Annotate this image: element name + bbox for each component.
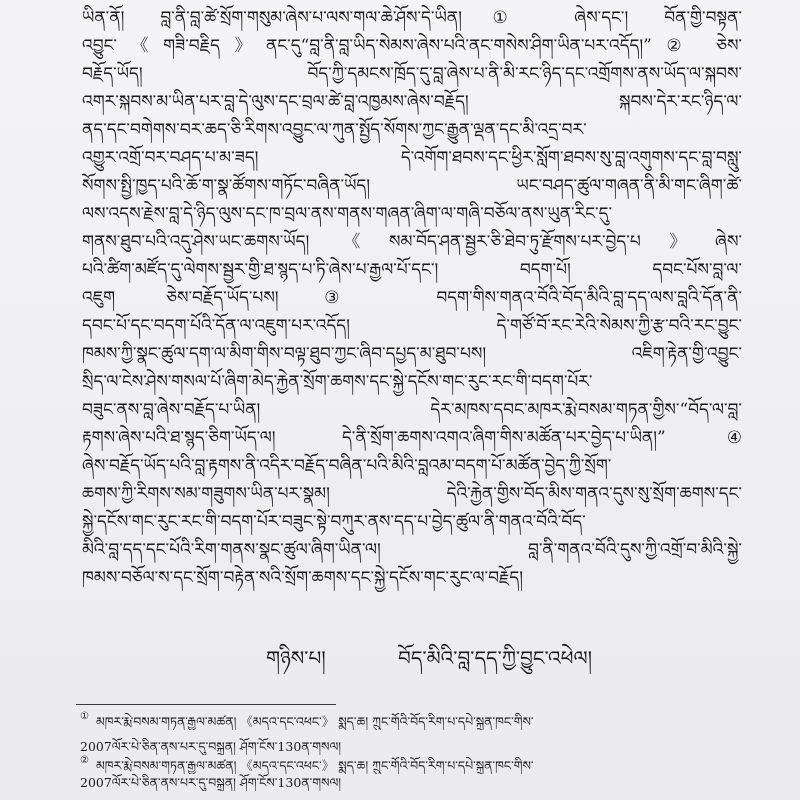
body-line: དབང་པོ་དང་བདག་པོའི་དོན་ལ་འཇུག་པར་འདོད། དེ་གཙོ་བོ་རང་རེའི་སེམས་ཀྱི་རྩ་བའི་རང་བྱུང་	[82, 316, 742, 336]
body-line: མིའི་བླ་དད་དང་པོའི་རིག་གནས་སྣང་ཚུལ་ཞིག་ཡིན་ལ། བླ་ནི་གནའ་བོའི་དུས་ཀྱི་འགྲོ་བ་མིའི་སྐྱེ་	[82, 540, 742, 560]
footnote-text: མཁར་རྨེ་བསམ་གཏན་རྒྱལ་མཚན། 《མདའ་དང་འཕང་》 སྨད་ཆ། ཀྲུང་གོའི་བོད་རིག་པ་དཔེ་སྐྲུན་ཁང་གིས་	[96, 758, 534, 773]
body-line: སྐྱེ་དངོས་གང་རུང་རང་གི་བདག་པོར་བཟུང་སྟེ་བཀུར་ནས་དད་པ་བྱེད་ཚུལ་ནི་གནའ་བོའི་བོད་	[82, 512, 586, 532]
section-heading	[0, 642, 800, 674]
footnote-text: 2007ལོར་པེ་ཅིན་ནས་པར་དུ་བསྐྲུན། ཤོག་ངོས་130ན་གསལ།	[80, 775, 342, 790]
body-line: འབྱུང་《གཟི་བརྗིད》ནང་དུ“བླ་ནི་བླ་ཡིད་སེམས་ཞེས་པའི་ནང་གསེས་ཤིག་ཡིན་པར་འདོད།”② ཅེས་	[82, 36, 742, 56]
footnote-text: མཁར་རྨེ་བསམ་གཏན་རྒྱལ་མཚན། 《མདའ་དང་འཕང་》 སྨད་ཆ། ཀྲུང་གོའི་བོད་རིག་པ་དཔེ་སྐྲུན་ཁང་གིས་	[96, 714, 534, 729]
body-text	[82, 4, 742, 592]
body-line: ལས་འདས་རྗེས་བླ་དེ་ཉིད་ལུས་དང་ཁ་བྲལ་ནས་གནས་གཞན་ཞིག་ལ་གཞི་བཅོལ་ནས་ཡུན་རིང་དུ་	[82, 204, 613, 224]
body-line: ཡིན་ནོ། བླ་ནི་བླ་ཚེ་སྲོག་གསུམ་ཞེས་པ་ལས་གལ་ཆེ་ཤོས་དེ་ཡིན།① ཞེས་དང་། བོན་གྱི་བསྟན་	[82, 8, 742, 28]
body-line: རྟགས་ཞེས་པའི་ཐ་སྙད་ཅིག་ཡོད་ལ། དེ་ནི་སྲོག་ཆགས་འགའ་ཞིག་གིས་མཚོན་པར་བྱེད་པ་ཡིན།”④	[82, 428, 742, 448]
body-line: ཆགས་ཀྱི་རིགས་སམ་གཟུགས་ཡིན་པར་སྣམ། དེའི་རྐྱེན་གྱིས་བོད་མིས་གནའ་དུས་སུ་སྲོག་ཆགས་དང་	[82, 484, 742, 504]
footnote-marker: ①	[80, 711, 89, 722]
body-line: ཞེས་བརྗོད་ཡོད་པའི་བླ་རྟགས་ནི་འདིར་བརྗོད་བཞིན་པའི་མིའི་བླའམ་བདག་པོ་མཚོན་བྱེད་ཀྱི་སྲོག་	[82, 456, 612, 476]
body-line: པའི་ཚིག་མཛོད་དུ་ལེགས་སྦྱར་གྱི་ཐ་སྙད་པ་ཏི་ཞེས་པ་རྒྱལ་པོ་དང་། བདག་པོ། དབང་པོས་བླ་ལ་	[82, 260, 742, 280]
body-line: ཁམས་བཅོལ་ས་དང་སྲོག་བརྟེན་སའི་སྲོག་ཆགས་དང་སྐྱེ་དངོས་གང་རུང་ལ་བརྗོད།	[82, 568, 524, 588]
body-line: ནད་དང་བགེགས་བར་ཆད་ཅི་རིགས་འབྱུང་ལ་ཀུན་སྤྱོད་སོགས་ཀྱང་རྒྱུན་ལྡན་དང་མི་འདྲ་བར་	[82, 120, 587, 140]
footnote-text: 2007ལོར་པེ་ཅིན་ནས་པར་དུ་བསྐྲུན། ཤོག་ངོས་130ན་གསལ།	[80, 739, 342, 754]
body-line: སྲིད་ལ་ངེས་ཤེས་གསལ་པོ་ཞིག་མེད་རྐྱེན་སྲོག་ཆགས་དང་སྐྱེ་དངོས་གང་རུང་རང་གི་བདག་པོར་	[82, 372, 593, 392]
body-line: སོགས་སྤྱི་ཁྱད་པའི་ཆོ་ག་སྣ་ཚོགས་གཏོང་བཞིན་ཡོད། ཡང་བཤད་ཚུལ་གཞན་ནི་མི་གང་ཞིག་ཚེ་	[82, 176, 742, 196]
body-line: འགྱུར་འགྲོ་བར་བཤད་པ་མ་ཟད། དེ་འགོག་ཐབས་དང་ཕྱིར་སློག་ཐབས་སུ་བླ་འགུགས་དང་བླ་བསླུ་	[82, 148, 742, 168]
section-title: བོད་མིའི་བླ་དད་ཀྱི་བྱུང་འཕེལ།	[398, 646, 593, 670]
footnote-marker: ②	[80, 755, 89, 766]
body-line: འགར་སྐབས་མ་ཡིན་པར་བླ་དེ་ལུས་དང་བྲལ་ཚེ་བླ་འཁྱམས་ཞེས་བརྗོད། སྐབས་དེར་རང་ཉིད་ལ་	[82, 92, 742, 112]
body-line: བརྗོད་ཡོད། བོད་ཀྱི་དམངས་ཁྲོད་དུ་བླ་ཞེས་པ་ནི་མི་རང་ཉིད་དང་འགྲོགས་ནས་ཡོད་ལ་སྐབས་	[82, 64, 742, 84]
section-number: གཉིས་པ།	[266, 646, 326, 670]
body-line: གནས་ཐུབ་པའི་འདུ་ཤེས་ཡང་ཆགས་ཡོད། 《སམ་བོད་ཤན་སྦྱར་ཅི་ཐེབ་ཏུ་རྫོགས་པར་བྱེད་པ》ཞེས་	[82, 232, 742, 252]
body-line: འཇུག ཅེས་བརྗོད་ཡོད་པས།③ བདག་གིས་གནའ་བོའི་བོད་མིའི་བླ་དད་ལས་བླའི་དོན་ནི་	[82, 288, 742, 308]
body-line: ཁམས་ཀྱི་སྣང་ཚུལ་དག་ལ་མིག་གིས་བལྟ་ཐུབ་ཀྱང་ཞིབ་དཔྱད་མ་ཐུབ་པས། འཇིག་རྟེན་གྱི་འབྱུང་	[82, 344, 742, 364]
body-line: བཟུང་ནས་བླ་ཞེས་བརྗོད་པ་ཡིན། དེར་མཁས་དབང་མཁར་རྨེ་བསམ་གཏན་གྱིས་“བོད་ལ་བླ་	[82, 400, 742, 420]
footnote-divider	[76, 704, 336, 705]
